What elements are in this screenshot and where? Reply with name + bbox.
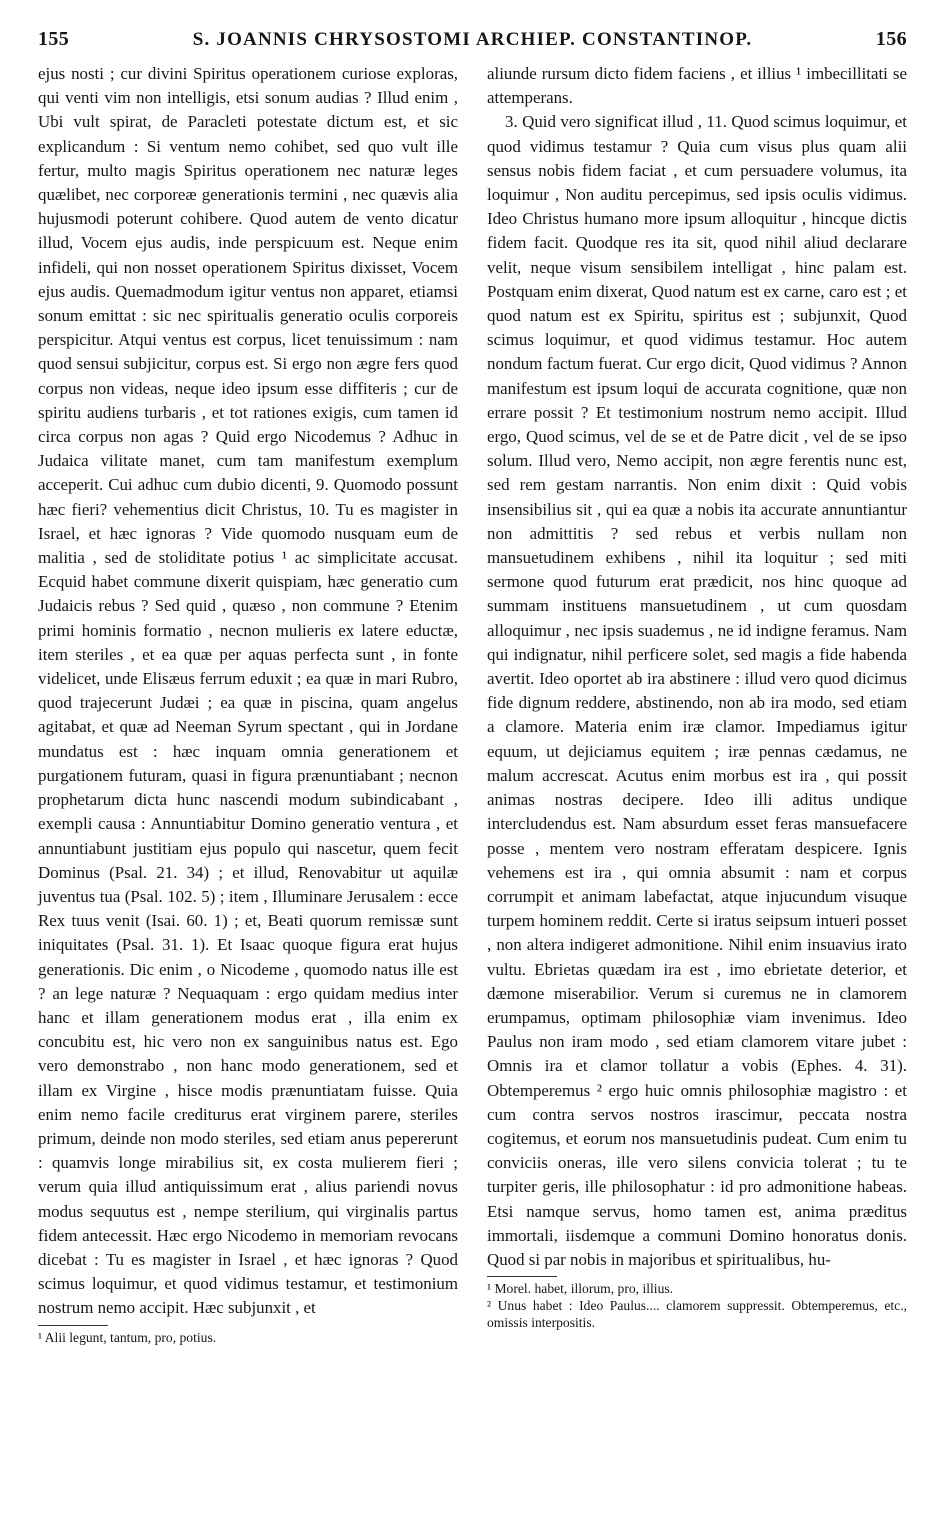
right-footnote-2: ² Unus habet : Ideo Paulus.... clamorem suppressit. Obtemperemus, etc., omissis interpositis. xyxy=(487,1298,907,1331)
text-columns xyxy=(38,62,907,1346)
right-column-paragraph-2: 3. Quid vero significat illud , 11. Quod scimus loquimur, et quod vidimus testamur ? Quia cum visus plus quam alii sensus nobis fidem faciat , et cum persuadere volumus, ita loquimur , Non auditu percepimus, sed ipsis oculis vidimus. Ideo Christus humano more ipsum alloquitur , hincque dictis fidem facit. Quodque res ita sit, quod nihil aliud declarare velit, neque visum sensibilem intelligat , hinc palam est. Postquam enim dixerat, Quod natum est ex carne, caro est ; et quod natum est ex Spiritu, spiritus est ; subjunxit, Quod scimus loquimur, et quod vidimus testamur. Hoc autem nondum factum fuerat. Cur ergo dicit, Quod vidimus ? Annon manifestum est ipsum loqui de accurata cognitione, quæ non errare possit ? Et testimonium nostrum nemo accipit. Illud ergo, Quod scimus, vel de se et de Patre dicit , vel de se ipso solum. Illud vero, Nemo accipit, non ægre ferentis nunc est, sed rem gestam narrantis. Non enim dixit : Quid vobis insensibilius sit , qui ea quæ a nobis ita accurate annuntiantur non admittitis ? sed rebus et verbis nullam non mansuetudinem exhibens , nihil ita loquitur ; sed miti sermone quod futurum erat prædicit, nos hinc quoque ad summam instituens mansuetudinem , ut cum quosdam alloquimur , nec ipsis suademus , ne id indigne feramus. Nam qui indignatur, nihil perficere solet, sed magis a fide habenda avertit. Ideo oportet ab ira abstinere : illud vero quod dicimus fide dignum reddere, abstinendo, non ab ira modo, sed etiam a clamore. Materia enim iræ clamor. Impediamus igitur equum, ut dejiciamus equitem ; iræ pennas cædamus, ne malum accrescat. Acutus enim morbus est ira , qui possit animas nostras decipere. Ideo illi aditus undique intercludendus est. Nam absurdum esset feras mansuefacere posse , mentem vero nostram efferatam despicere. Ignis vehemens est ira , qui omnia absumit : nam et corpus corrumpit et animam labefactat, atque injucundum visuque turpem hominem reddit. Certe si iratus seipsum intueri posset , non altera indigeret admonitione. Nihil enim insuavius irato vultu. Ebrietas quædam ira est , imo ebrietate deterior, et dæmone miserabilior. Verum si curemus ne in clamorem erumpamus, optimam philosophiæ viam invenimus. Ideo Paulus non iram modo , sed etiam clamorem vitare jubet : Omnis ira et clamor tollatur a vobis (Ephes. 4. 31). Obtemperemus ² ergo huic omnis philosophiæ magistro : et cum contra servos nostros irascimur, peccata nostra cogitemus, et eorum nos mansuetudinis pudeat. Cum enim tu conviciis oneras, ille vero silens convicia tolerat ; tu te turpiter geris, ille philosophatur : id pro admonitione habeas. Etsi namque servus, homo tamen est, anima præditus immortali, iisdemque a communi Domino honoratus donis. Quod si par nobis in majoribus et spiritualibus, hu- xyxy=(487,112,907,1269)
right-column-paragraph-1: aliunde rursum dicto fidem faciens , et illius ¹ imbecillitati se attemperans. xyxy=(487,64,907,108)
right-column xyxy=(487,62,907,1346)
right-footnote-1: ¹ Morel. habet, illorum, pro, illius. xyxy=(487,1281,674,1297)
footnote-rule xyxy=(487,1276,557,1277)
running-head xyxy=(38,28,907,58)
left-footnote: ¹ Alii legunt, tantum, pro, potius. xyxy=(38,1329,217,1345)
left-column-text: ejus nosti ; cur divini Spiritus operationem curiose exploras, qui venti vim non intelligis, etsi sonum audias ? Illud enim , Ubi vult spirat, de Paracleti potestate dictum est, et sic explicandum : Si ventum nemo cohibet, sed quo vult ille fertur, multo magis Spiritus operationem nec naturæ leges quælibet, nec corporeæ generationis termini , nec quævis alia hujusmodi poterunt cohibere. Quod autem de vento dicatur illud, Vocem ejus audis, inde perspicuum est. Neque enim infideli, qui non nosset operationem Spiritus dixisset, Vocem ejus audis. Quemadmodum igitur ventus non apparet, etiamsi sonum emittat : sic nec spiritualis generatio oculis corporeis perspicitur. Atqui ventus est corpus, licet tenuissimum : nam quod sensui subjicitur, corpus est. Si ergo non ægre fers quod corpus non videas, neque ideo ipsum esse diffiteris ; cur de spiritu audiens turbaris , et tot rationes exigis, cum tamen id circa corpus non agas ? Quid ergo Nicodemus ? Adhuc in Judaica vilitate manet, cum tam manifestum exemplum acceperit. Cui adhuc cum dubio dicenti, 9. Quomodo possunt hæc fieri? vehementius dicit Christus, 10. Tu es magister in Israel, et hæc ignoras ? Vide quomodo nusquam eum de malitia , sed de stoliditate potius ¹ ac simplicitate accusat. Ecquid habet commune dixerit quispiam, hæc generatio cum Judaicis rebus ? Sed quid , quæso , non commune ? Etenim primi hominis formatio , necnon mulieris ex latere eductæ, item steriles , et ea quæ per aquas perfecta sunt , in fonte videlicet, unde Elisæus ferrum eduxit ; ea quæ in mari Rubro, quod trajecerunt Judæi ; ea quæ in piscina, quam angelus agitabat, et quæ ad Neeman Syrum spectant , qui in Jordane mundatus est : hæc inquam omnia generationem et purgationem futuram, quasi in figura prænuntiabant ; necnon prophetarum dicta hunc nascendi modum subindicabant , exempli causa : Annuntiabitur Domino generatio ventura , et annuntiabunt justitiam ejus populo qui nascetur, quem fecit Dominus (Psal. 21. 34) ; et illud, Renovabitur ut aquilæ juventus tua (Psal. 102. 5) ; item , Illuminare Jerusalem : ecce Rex tuus venit (Isai. 60. 1) ; et, Beati quorum remissæ sunt iniquitates (Psal. 31. 1). Et Isaac quoque figura erat hujus generationis. Dic enim , o Nicodeme , quomodo natus ille est ? an lege naturæ ? Nequaquam : ergo quidam medius inter hanc et illam generationem modus erat , illa enim ex concubitu est, hic vero non ex sanguinibus natus est. Ego vero demonstrabo , non hanc modo generationem, sed et illam ex Virgine , hisce modis prænuntiatam fuisse. Quia enim nemo facile crediturus erat virginem parere, steriles primum, deinde non modo steriles, sed etiam anus pepererunt : quamvis longe mirabilius sit, ex costa mulierem fieri ; verum quia illud antiquissimum erat , alius pariendi novus modus sequutus est , nempe sterilium, qui virginalis partus fidem antecessit. Hæc ergo Nicodemo in memoriam revocans dicebat : Tu es magister in Israel , et hæc ignoras ? Quod scimus loquimur, et quod vidimus testamur, et testimonium nostrum nemo accipit. Hæc subjunxit , et xyxy=(38,64,458,1318)
page-number-left: 155 xyxy=(38,28,70,50)
footnote-rule xyxy=(38,1325,108,1326)
left-column xyxy=(38,62,458,1346)
running-title: S. JOANNIS CHRYSOSTOMI ARCHIEP. CONSTANTINOP. xyxy=(192,29,753,50)
page-number-right: 156 xyxy=(875,28,907,50)
